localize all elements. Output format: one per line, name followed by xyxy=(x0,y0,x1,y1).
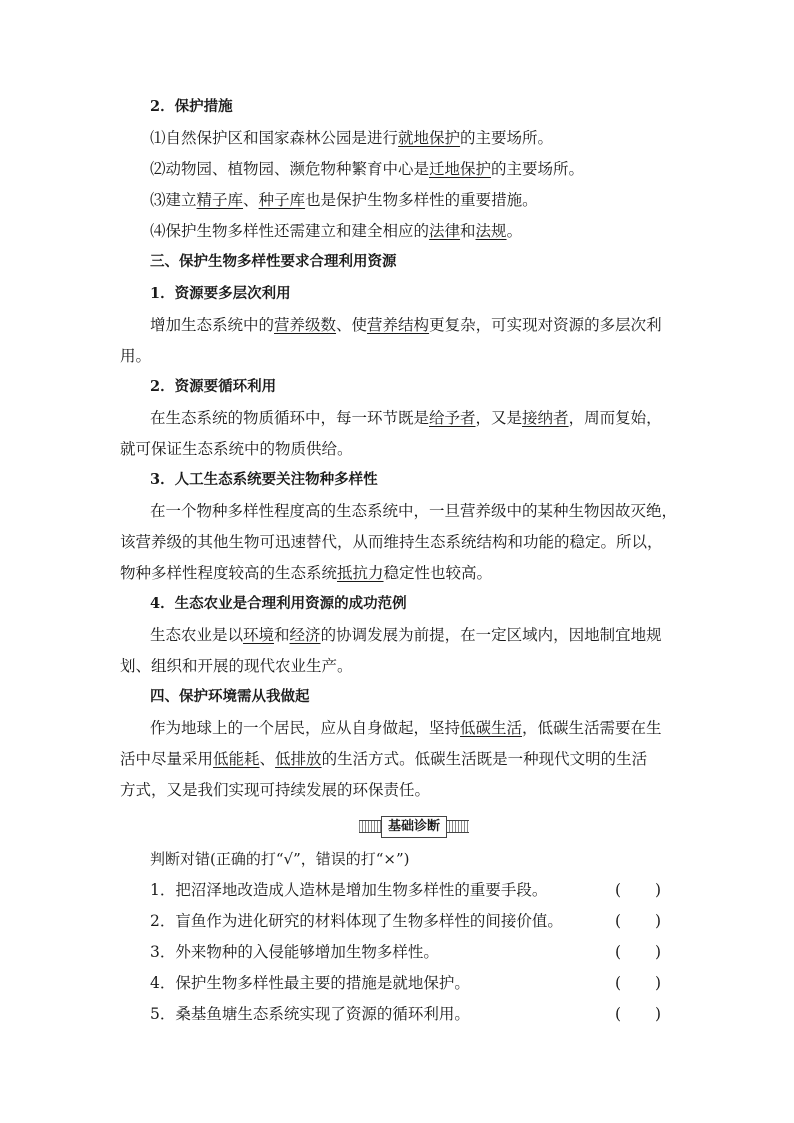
paragraph-line: 方式，又是我们实现可持续发展的环保责任。 xyxy=(120,781,431,799)
answer-blank[interactable]: ( ) xyxy=(615,974,661,992)
paragraph-line: 该营养级的其他生物可迅速替代，从而维持生态系统结构和功能的稳定。所以， xyxy=(120,533,663,551)
paragraph-line: ⑷保护生物多样性还需建立和建全相应的法律和法规。 xyxy=(150,222,523,240)
paragraph-line: 用。 xyxy=(120,347,152,365)
underlined-answer: 抵抗力 xyxy=(337,564,384,582)
underlined-answer: 迁地保护 xyxy=(429,160,492,178)
paragraph-line: 就可保证生态系统中的物质供给。 xyxy=(120,440,353,458)
paragraph-line: 物种多样性程度较高的生态系统抵抗力稳定性也较高。 xyxy=(120,564,493,582)
underlined-answer: 环境 xyxy=(243,626,275,644)
paragraph-line: 划、组织和开展的现代农业生产。 xyxy=(120,657,353,675)
underlined-answer: 接纳者 xyxy=(522,409,569,427)
subsection-heading: 2．资源要循环利用 xyxy=(150,378,277,395)
underlined-answer: 给予者 xyxy=(429,409,476,427)
answer-blank[interactable]: ( ) xyxy=(615,943,661,961)
paragraph-line: ⑶建立精子库、种子库也是保护生物多样性的重要措施。 xyxy=(150,191,538,209)
subsection-heading: 4．生态农业是合理利用资源的成功范例 xyxy=(150,595,407,612)
answer-blank[interactable]: ( ) xyxy=(615,1005,661,1023)
paragraph-line: ⑵动物园、植物园、濒危物种繁育中心是迁地保护的主要场所。 xyxy=(150,160,585,178)
underlined-answer: 就地保护 xyxy=(398,129,461,147)
section-heading: 2．保护措施 xyxy=(150,98,233,115)
instruction-text: 判断对错(正确的打“√”，错误的打“×”) xyxy=(150,850,410,868)
underlined-answer: 法规 xyxy=(475,222,507,240)
quiz-item: 4．保护生物多样性最主要的措施是就地保护。 xyxy=(150,974,470,992)
section-banner xyxy=(359,816,469,836)
subsection-heading: 3．人工生态系统要关注物种多样性 xyxy=(150,471,378,488)
answer-blank[interactable]: ( ) xyxy=(615,912,661,930)
quiz-item: 2．盲鱼作为进化研究的材料体现了生物多样性的间接价值。 xyxy=(150,912,563,930)
paragraph-line: 在生态系统的物质循环中，每一环节既是给予者，又是接纳者，周而复始， xyxy=(150,409,662,427)
section-heading: 三、保护生物多样性要求合理利用资源 xyxy=(150,253,397,270)
answer-blank[interactable]: ( ) xyxy=(615,881,661,899)
paragraph-line: 增加生态系统中的营养级数、使营养结构更复杂，可实现对资源的多层次利 xyxy=(150,316,662,334)
underlined-answer: 营养级数 xyxy=(274,316,337,334)
quiz-item: 1．把沼泽地改造成人造林是增加生物多样性的重要手段。 xyxy=(150,881,548,899)
paragraph-line: 生态农业是以环境和经济的协调发展为前提，在一定区域内，因地制宜地规 xyxy=(150,626,662,644)
underlined-answer: 低能耗 xyxy=(213,750,260,768)
underlined-answer: 营养结构 xyxy=(367,316,430,334)
subsection-heading: 1．资源要多层次利用 xyxy=(150,285,291,302)
banner-label: 基础诊断 xyxy=(381,816,447,838)
paragraph-line: 作为地球上的一个居民，应从自身做起，坚持低碳生活，低碳生活需要在生 xyxy=(150,719,662,737)
quiz-item: 3．外来物种的入侵能够增加生物多样性。 xyxy=(150,943,439,961)
section-heading: 四、保护环境需从我做起 xyxy=(150,688,310,705)
paragraph-line: ⑴自然保护区和国家森林公园是进行就地保护的主要场所。 xyxy=(150,129,554,147)
underlined-answer: 种子库 xyxy=(258,191,306,209)
paragraph-line: 活中尽量采用低能耗、低排放的生活方式。低碳生活既是一种现代文明的生活 xyxy=(120,750,648,768)
underlined-answer: 低排放 xyxy=(275,750,322,768)
underlined-answer: 经济 xyxy=(289,626,321,644)
quiz-item: 5．桑基鱼塘生态系统实现了资源的循环利用。 xyxy=(150,1005,470,1023)
underlined-answer: 法律 xyxy=(429,222,461,240)
paragraph-line: 在一个物种多样性程度高的生态系统中，一旦营养级中的某种生物因故灭绝， xyxy=(150,502,678,520)
underlined-answer: 精子库 xyxy=(196,191,244,209)
underlined-answer: 低碳生活 xyxy=(460,719,523,737)
